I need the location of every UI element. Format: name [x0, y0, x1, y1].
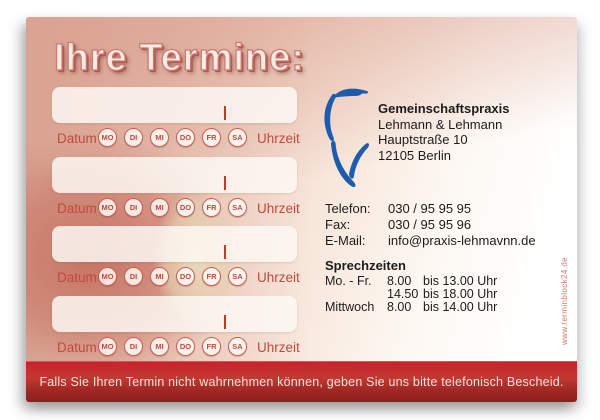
appointment-card: [26, 17, 577, 402]
datum-label: Datum: [57, 201, 97, 216]
day-circle-mo[interactable]: MO: [98, 337, 117, 356]
appointment-slip[interactable]: [52, 157, 297, 193]
appointment-row: [26, 296, 346, 358]
day-circle-sa[interactable]: SA: [228, 128, 247, 147]
day-circle-mi[interactable]: MI: [150, 267, 169, 286]
appointment-row: [26, 226, 346, 288]
hours-to: bis 18.00 Uhr: [423, 286, 498, 301]
day-circle-mi[interactable]: MI: [150, 128, 169, 147]
hours-to: bis 13.00 Uhr: [423, 274, 498, 288]
weekday-circles: [98, 198, 247, 217]
phone-label: Telefon:: [325, 201, 371, 216]
day-circle-fr[interactable]: FR: [202, 267, 221, 286]
day-circle-do[interactable]: DO: [176, 198, 195, 217]
day-circle-sa[interactable]: SA: [228, 267, 247, 286]
day-circle-do[interactable]: DO: [176, 128, 195, 147]
day-circle-fr[interactable]: FR: [202, 337, 221, 356]
day-circle-di[interactable]: DI: [124, 198, 143, 217]
practice-street: Hauptstraße 10: [378, 132, 468, 147]
day-circle-do[interactable]: DO: [176, 267, 195, 286]
website-watermark: www.terminblock24.de: [560, 256, 569, 345]
tooth-logo-icon: [322, 85, 372, 195]
day-circle-sa[interactable]: SA: [228, 337, 247, 356]
day-circle-mi[interactable]: MI: [150, 337, 169, 356]
practice-address: [378, 101, 510, 163]
hours-from: 8.00: [387, 299, 412, 314]
day-circle-mi[interactable]: MI: [150, 198, 169, 217]
appointment-slip[interactable]: [52, 226, 297, 262]
appointment-labels: [26, 198, 346, 218]
appointment-labels: [26, 128, 346, 148]
appointment-row: [26, 157, 346, 219]
email-label: E-Mail:: [325, 233, 366, 248]
uhrzeit-label: Uhrzeit: [257, 201, 300, 216]
uhrzeit-label: Uhrzeit: [257, 270, 300, 285]
appointment-labels: [26, 337, 346, 357]
day-circle-di[interactable]: DI: [124, 128, 143, 147]
appointment-labels: [26, 267, 346, 287]
practice-name: Gemeinschaftspraxis: [378, 101, 510, 116]
hours-day: Mittwoch: [325, 299, 375, 314]
day-circle-di[interactable]: DI: [124, 267, 143, 286]
contact-phone-row: [325, 201, 536, 217]
footer-bar: [26, 361, 577, 402]
hours-row: [325, 288, 497, 301]
weekday-circles: [98, 128, 247, 147]
day-circle-di[interactable]: DI: [124, 337, 143, 356]
opening-hours: [325, 258, 497, 313]
datum-label: Datum: [57, 340, 97, 355]
time-divider-tick: [224, 106, 226, 120]
hours-row: [325, 275, 497, 288]
contact-email-row: [325, 233, 536, 249]
hours-from: 14.50: [387, 286, 419, 301]
practice-owners: Lehmann & Lehmann: [378, 116, 503, 132]
day-circle-fr[interactable]: FR: [202, 128, 221, 147]
email-value: info@praxis-lehmavnn.de: [388, 233, 536, 248]
hours-title: Sprechzeiten: [325, 258, 406, 273]
practice-city: 12105 Berlin: [378, 147, 451, 163]
appointment-row: [26, 87, 346, 149]
time-divider-tick: [224, 315, 226, 329]
uhrzeit-label: Uhrzeit: [257, 340, 300, 355]
datum-label: Datum: [57, 131, 97, 146]
footer-note: Falls Sie Ihren Termin nicht wahrnehmen können, geben Sie uns bitte telefonisch Bescheid.: [39, 375, 564, 389]
day-circle-sa[interactable]: SA: [228, 198, 247, 217]
hours-day: [325, 288, 387, 301]
fax-value: 030 / 95 95 96: [388, 217, 472, 232]
uhrzeit-label: Uhrzeit: [257, 131, 300, 146]
day-circle-mo[interactable]: MO: [98, 267, 117, 286]
appointment-slip[interactable]: [52, 296, 297, 332]
contact-fax-row: [325, 217, 536, 233]
day-circle-do[interactable]: DO: [176, 337, 195, 356]
appointment-rows: [26, 17, 346, 362]
hours-day: Mo. - Fr.: [325, 274, 372, 288]
card-title: Ihre Termine:: [54, 37, 305, 79]
hours-to: bis 14.00 Uhr: [423, 299, 498, 314]
day-circle-fr[interactable]: FR: [202, 198, 221, 217]
hours-row: [325, 301, 497, 314]
phone-value: 030 / 95 95 95: [388, 201, 472, 216]
weekday-circles: [98, 337, 247, 356]
fax-label: Fax:: [325, 217, 351, 232]
weekday-circles: [98, 267, 247, 286]
hours-from: 8.00: [387, 274, 412, 288]
datum-label: Datum: [57, 270, 97, 285]
day-circle-mo[interactable]: MO: [98, 198, 117, 217]
time-divider-tick: [224, 245, 226, 259]
appointment-slip[interactable]: [52, 87, 297, 123]
day-circle-mo[interactable]: MO: [98, 128, 117, 147]
time-divider-tick: [224, 176, 226, 190]
contact-block: [325, 201, 536, 249]
